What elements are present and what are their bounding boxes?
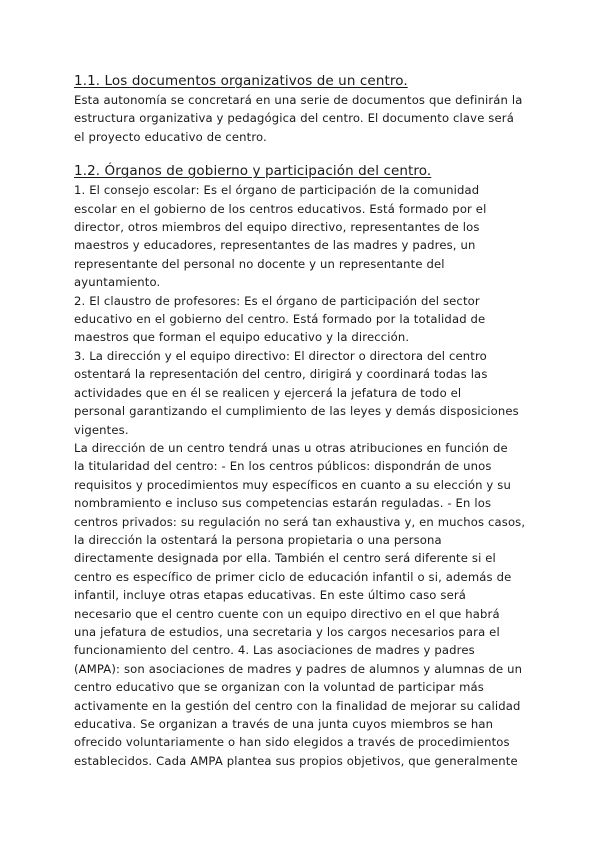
text-line: vigentes. [74,422,129,437]
text-line: maestros que forman el equipo educativo y la dirección. [74,330,410,345]
text-line: estructura organizativa y pedagógica del centro. El documento clave será [74,111,514,126]
section-heading: 1.1. Los documentos organizativos de un centro. [74,73,408,89]
text-line: la dirección la ostentará la persona propietaria o una persona [74,532,442,547]
text-line: personal garantizando el cumplimiento de las leyes y demás disposiciones [74,404,519,419]
text-line: representante del personal no docente y un representante del [74,256,445,271]
section-organos-gobierno [74,162,560,770]
text-line: directamente designada por ella. También el centro será diferente si el [74,551,496,566]
section-paragraph [74,181,560,770]
text-line: actividades que en él se realicen y ejercerá la jefatura de todo el [74,385,462,400]
text-line: centro es específico de primer ciclo de educación infantil o si, además de [74,569,512,584]
section-paragraph [74,91,560,146]
text-line: maestros y educadores, representantes de las madres y padres, un [74,238,476,253]
text-line: director, otros miembros del equipo directivo, representantes de los [74,220,480,235]
text-line: 3. La dirección y el equipo directivo: El director o directora del centro [74,348,487,363]
text-line: ofrecido voluntariamente o han sido elegidos a través de procedimientos [74,735,510,750]
text-line: infantil, incluye otras etapas educativas. En este último caso será [74,588,467,603]
text-line: activamente en la gestión del centro con la finalidad de mejorar su calidad [74,698,521,713]
section-documentos-organizativos [74,72,560,146]
text-line: Esta autonomía se concretará en una serie de documentos que definirán la [74,93,523,107]
text-line: educativo en el gobierno del centro. Está formado por la totalidad de [74,312,486,327]
text-line: centros privados: su regulación no será tan exhaustiva y, en muchos casos, [74,514,526,529]
text-line: centro educativo que se organizan con la voluntad de participar más [74,680,484,695]
text-line: ostentará la representación del centro, dirigirá y coordinará todas las [74,367,488,382]
text-line: (AMPA): son asociaciones de madres y padres de alumnos y alumnas de un [74,661,523,676]
text-line: nombramiento e incluso sus competencias estarán reguladas. - En los [74,496,492,511]
section-heading: 1.2. Órganos de gobierno y participación del centro. [74,163,432,180]
text-line: funcionamiento del centro. 4. Las asociaciones de madres y padres [74,643,475,658]
text-line: 2. El claustro de profesores: Es el órgano de participación del sector [74,293,480,308]
text-line: el proyecto educativo de centro. [74,129,267,144]
text-line: requisitos y procedimientos muy específicos en cuanto a su elección y su [74,477,511,492]
text-line: 1. El consejo escolar: Es el órgano de participación de la comunidad [74,183,480,198]
text-line: ayuntamiento. [74,275,161,290]
text-line: escolar en el gobierno de los centros educativos. Está formado por el [74,201,487,216]
text-line: necesario que el centro cuente con un equipo directivo en el que habrá [74,606,500,621]
text-line: La dirección de un centro tendrá unas u otras atribuciones en función de [74,440,508,455]
text-line: educativa. Se organizan a través de una junta cuyos miembros se han [74,717,494,731]
text-line: establecidos. Cada AMPA plantea sus propios objetivos, que generalmente [74,753,518,768]
text-line: una jefatura de estudios, una secretaria y los cargos necesarios para el [74,624,500,639]
text-line: la titularidad del centro: - En los centros públicos: dispondrán de unos [74,459,492,474]
